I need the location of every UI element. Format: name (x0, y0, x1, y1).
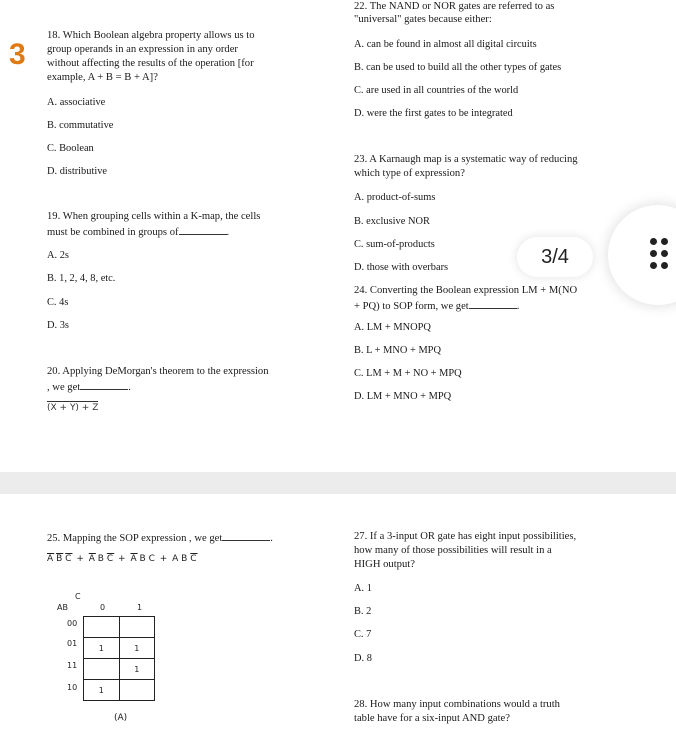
q18-line: example, A + B = B + A]? (47, 72, 158, 83)
q24-option-d[interactable]: D. LM + MNO + MPQ (354, 391, 452, 402)
q18-option-b[interactable]: B. commutative (47, 120, 114, 131)
kmap-grid (83, 616, 155, 701)
page-separator (0, 472, 676, 494)
kmap-cell (84, 659, 120, 680)
q20-expression-text: (X + Y) + Z (47, 403, 99, 413)
page-indicator: 3/4 (517, 237, 593, 277)
q25-line: 25. Mapping the SOP expression , we get . (47, 530, 273, 546)
q24-option-c[interactable]: C. LM + M + NO + MPQ (354, 368, 462, 379)
q28-line: table have for a six-input AND gate? (354, 713, 510, 724)
q20-text: , we get (47, 382, 81, 393)
q27-line: HIGH output? (354, 559, 415, 570)
q23-option-c[interactable]: C. sum-of-products (354, 239, 435, 250)
q18-line: group operands in an expression in any order (47, 44, 238, 55)
q19-option-d[interactable]: D. 3s (47, 320, 69, 331)
q20-line: 20. Applying DeMorgan's theorem to the expression (47, 366, 269, 377)
more-options-icon[interactable] (650, 238, 672, 270)
kmap-col-header: 0 (100, 603, 106, 612)
q19-option-b[interactable]: B. 1, 2, 4, 8, etc. (47, 273, 116, 284)
q22-option-a[interactable]: A. can be found in almost all digital circuits (354, 39, 537, 50)
q19-line: must be combined in groups of . (47, 224, 229, 240)
kmap-caption: (A) (114, 713, 128, 723)
q27-option-c[interactable]: C. 7 (354, 629, 372, 640)
q27-line: 27. If a 3-input OR gate has eight input possibilities, (354, 531, 577, 542)
q28-line: 28. How many input combinations would a truth (354, 699, 560, 710)
q18-option-a[interactable]: A. associative (47, 97, 106, 108)
q24-line: 24. Converting the Boolean expression LM + M(NO (354, 285, 578, 296)
q20-expression (47, 401, 98, 413)
q18-line: without affecting the results of the operation [for (47, 58, 254, 69)
q20-blank (80, 379, 128, 390)
q22-line: 22. The NAND or NOR gates are referred to as (354, 1, 555, 12)
q22-option-d[interactable]: D. were the first gates to be integrated (354, 108, 513, 119)
kmap-cell: 1 (84, 680, 120, 701)
q24-option-b[interactable]: B. L + MNO + MPQ (354, 345, 441, 356)
kmap-cell (119, 617, 155, 638)
q24-text: + PQ) to SOP form, we get (354, 301, 469, 312)
q19-option-c[interactable]: C. 4s (47, 297, 69, 308)
q18-option-d[interactable]: D. distributive (47, 166, 108, 177)
q27-line: how many of those possibilities will result in a (354, 545, 552, 556)
kmap-cell (119, 680, 155, 701)
q18-option-c[interactable]: C. Boolean (47, 143, 94, 154)
q27-option-a[interactable]: A. 1 (354, 583, 372, 594)
q23-option-d[interactable]: D. those with overbars (354, 262, 449, 273)
q24-line: + PQ) to SOP form, we get . (354, 298, 519, 314)
kmap-cell: 1 (119, 659, 155, 680)
q19-text: must be combined in groups of (47, 227, 179, 238)
side-page-number: 3 (9, 38, 26, 71)
q23-option-b[interactable]: B. exclusive NOR (354, 216, 430, 227)
kmap-row-header: 10 (67, 683, 78, 692)
q25-blank (222, 530, 270, 541)
kmap-col-header: 1 (137, 603, 143, 612)
q19-option-a[interactable]: A. 2s (47, 250, 69, 261)
q20-line: , we get . (47, 379, 131, 395)
q25-text: 25. Mapping the SOP expression , we get (47, 533, 223, 544)
q22-option-b[interactable]: B. can be used to build all the other types of gates (354, 62, 562, 73)
kmap-var-c: C (75, 592, 81, 601)
q22-option-c[interactable]: C. are used in all countries of the world (354, 85, 519, 96)
q18-line: 18. Which Boolean algebra property allows us to (47, 30, 255, 41)
q19-line: 19. When grouping cells within a K-map, the cells (47, 211, 261, 222)
q27-option-b[interactable]: B. 2 (354, 606, 372, 617)
kmap-row-header: 11 (67, 661, 78, 670)
kmap-row-header: 01 (67, 639, 78, 648)
q23-line: 23. A Karnaugh map is a systematic way of reducing (354, 154, 578, 165)
q24-blank (469, 298, 517, 309)
q23-option-a[interactable]: A. product-of-sums (354, 192, 436, 203)
kmap-figure (50, 592, 170, 712)
kmap-cell: 1 (119, 638, 155, 659)
kmap-cell (84, 617, 120, 638)
kmap-cell: 1 (84, 638, 120, 659)
q22-line: "universal" gates because either: (354, 14, 492, 25)
kmap-row-header: 00 (67, 619, 78, 628)
q23-line: which type of expression? (354, 168, 465, 179)
q24-option-a[interactable]: A. LM + MNOPQ (354, 322, 431, 333)
q19-blank (179, 224, 227, 235)
kmap-var-ab: AB (57, 603, 68, 612)
q25-sop-expression: $\overline{A}$ $\overline{B}$ $\overline{C} + \overline{A}$ B $\overline{C} + \overline{A}$ B C + A B $\overline{C}$ (47, 554, 198, 564)
q27-option-d[interactable]: D. 8 (354, 653, 372, 664)
